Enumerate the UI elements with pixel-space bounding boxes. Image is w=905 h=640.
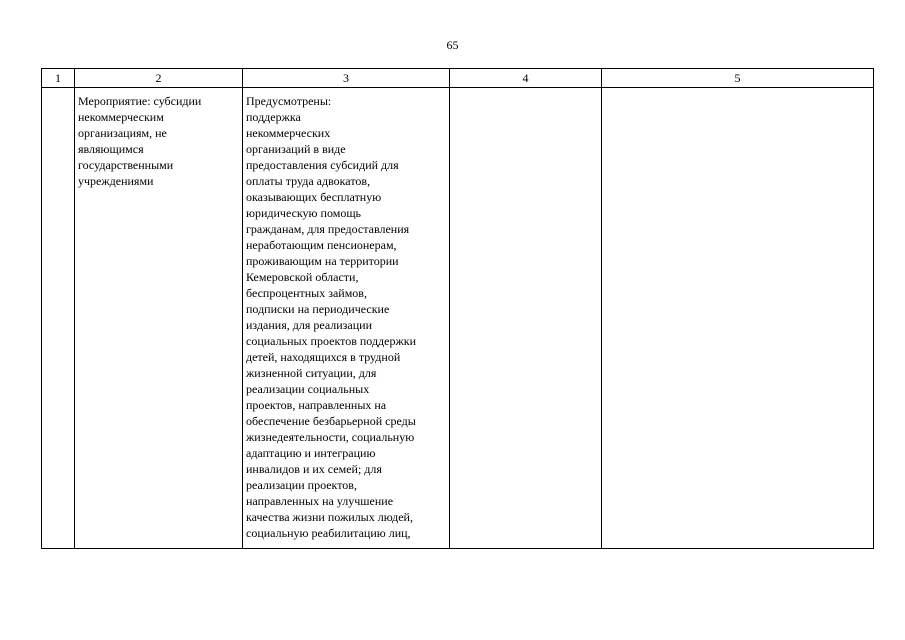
column-header-2: 2	[75, 69, 243, 88]
table-header-row	[42, 69, 874, 88]
column-header-1: 1	[42, 69, 75, 88]
cell-text-col4	[450, 88, 601, 93]
cell-text-col1	[42, 88, 74, 93]
document-table	[41, 68, 874, 549]
column-header-5: 5	[602, 69, 874, 88]
column-header-4: 4	[450, 69, 602, 88]
cell-text-description: Предусмотрены: поддержка некоммерческих организаций в виде предоставления субсидий для оплаты труда адвокатов, оказывающих бесплатную юридическую помощь гражданам, для предоставления неработающим пенсионерам, проживающим на территории Кемеровской области, беспроцентных займов, подписки на периодические издания, для реализации социальных проектов поддержки детей, находящихся в трудной жизненной ситуации, для реализации социальных проектов, направленных на обеспечение безбарьерной среды жизнедеятельности, социальную адаптацию и интеграцию инвалидов и их семей; для реализации проектов, направленных на улучшение качества жизни пожилых людей, социальную реабилитацию лиц,	[246, 94, 417, 540]
table-cell-col1	[42, 88, 75, 549]
cell-text-measure: Мероприятие: субсидии некоммерческим организациям, не являющимся государственными учреждениями	[78, 94, 202, 188]
cell-text-col5	[602, 88, 873, 93]
table-row	[42, 88, 874, 549]
table-cell-col4	[450, 88, 602, 549]
table-cell-col2	[75, 88, 243, 549]
table-cell-col5	[602, 88, 874, 549]
column-header-3: 3	[243, 69, 450, 88]
page-number: 65	[446, 38, 459, 52]
table-cell-col3	[243, 88, 450, 549]
